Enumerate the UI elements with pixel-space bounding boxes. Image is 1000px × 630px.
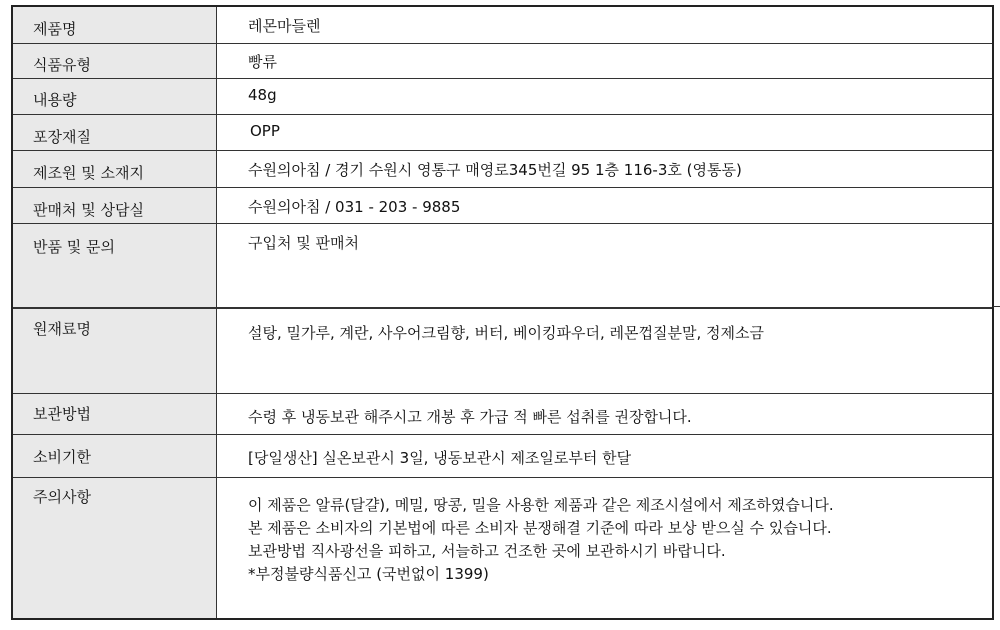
table-row-manufacturer bbox=[13, 151, 992, 188]
label-text: 원재료명 bbox=[33, 320, 91, 338]
table-row-storage bbox=[13, 394, 992, 435]
value-text: 설탕, 밀가루, 계란, 사우어크림향, 버터, 베이킹파우더, 레몬껍질분말, 정제소금 bbox=[248, 324, 764, 342]
label-text: 내용량 bbox=[33, 91, 77, 109]
row-label bbox=[13, 188, 217, 223]
row-label bbox=[13, 435, 217, 477]
row-value bbox=[218, 151, 992, 187]
table-row-content-amount bbox=[13, 79, 992, 115]
row-value bbox=[218, 394, 992, 434]
divider bbox=[993, 306, 1000, 307]
caution-line: 본 제품은 소비자의 기본법에 따른 소비자 분쟁해결 기준에 따라 보상 받으실 수 있습니다. bbox=[248, 519, 832, 537]
row-value bbox=[218, 44, 992, 78]
caution-line: *부정불량식품신고 (국번없이 1399) bbox=[248, 565, 489, 583]
value-text: 수원의아침 / 031 - 203 - 9885 bbox=[248, 198, 461, 216]
value-text: 수원의아침 / 경기 수원시 영통구 매영로345번길 95 1층 116-3호 (영통동) bbox=[248, 161, 742, 179]
value-text: 빵류 bbox=[248, 53, 277, 71]
label-text: 제조원 및 소재지 bbox=[33, 164, 144, 182]
value-text: 수령 후 냉동보관 해주시고 개봉 후 가급 적 빠른 섭취를 권장합니다. bbox=[248, 408, 692, 426]
row-value bbox=[218, 7, 992, 43]
table-row-seller-contact bbox=[13, 188, 992, 224]
caution-line: 보관방법 직사광선을 피하고, 서늘하고 건조한 곳에 보관하시기 바랍니다. bbox=[248, 542, 726, 560]
row-value bbox=[218, 79, 992, 114]
table-row-food-type bbox=[13, 44, 992, 79]
row-value bbox=[218, 115, 992, 150]
value-text: OPP bbox=[250, 122, 280, 140]
table-row-product-name bbox=[13, 7, 992, 44]
value-text: 48g bbox=[248, 86, 277, 104]
label-text: 포장재질 bbox=[33, 128, 91, 146]
row-label bbox=[13, 115, 217, 150]
row-value bbox=[218, 188, 992, 223]
label-text: 식품유형 bbox=[33, 56, 91, 74]
value-text: [당일생산] 실온보관시 3일, 냉동보관시 제조일로부터 한달 bbox=[248, 449, 632, 467]
row-label bbox=[13, 7, 217, 43]
label-text: 주의사항 bbox=[33, 488, 91, 506]
value-text: 구입처 및 판매처 bbox=[248, 234, 359, 252]
table-row-expiration bbox=[13, 435, 992, 478]
row-label bbox=[13, 394, 217, 434]
label-text: 소비기한 bbox=[33, 448, 91, 466]
table-row-packaging bbox=[13, 115, 992, 151]
product-info-table bbox=[11, 5, 994, 620]
table-row-caution bbox=[13, 478, 992, 618]
row-value bbox=[218, 435, 992, 477]
table-row-ingredients bbox=[13, 308, 992, 394]
value-text: 레몬마들렌 bbox=[248, 17, 321, 35]
caution-line: 이 제품은 알류(달걀), 메밀, 땅콩, 밀을 사용한 제품과 같은 제조시설에서 제조하였습니다. bbox=[248, 496, 834, 514]
row-value bbox=[218, 224, 992, 307]
label-text: 판매처 및 상담실 bbox=[33, 201, 144, 219]
label-text: 보관방법 bbox=[33, 405, 91, 423]
row-label bbox=[13, 478, 217, 618]
caution-lines bbox=[248, 494, 834, 586]
row-label bbox=[13, 309, 217, 393]
label-text: 제품명 bbox=[33, 20, 77, 38]
row-value bbox=[218, 478, 992, 618]
row-label bbox=[13, 44, 217, 78]
row-label bbox=[13, 79, 217, 114]
label-text: 반품 및 문의 bbox=[33, 238, 115, 256]
table-row-returns bbox=[13, 224, 992, 308]
row-value bbox=[218, 309, 992, 393]
row-label bbox=[13, 224, 217, 307]
row-label bbox=[13, 151, 217, 187]
